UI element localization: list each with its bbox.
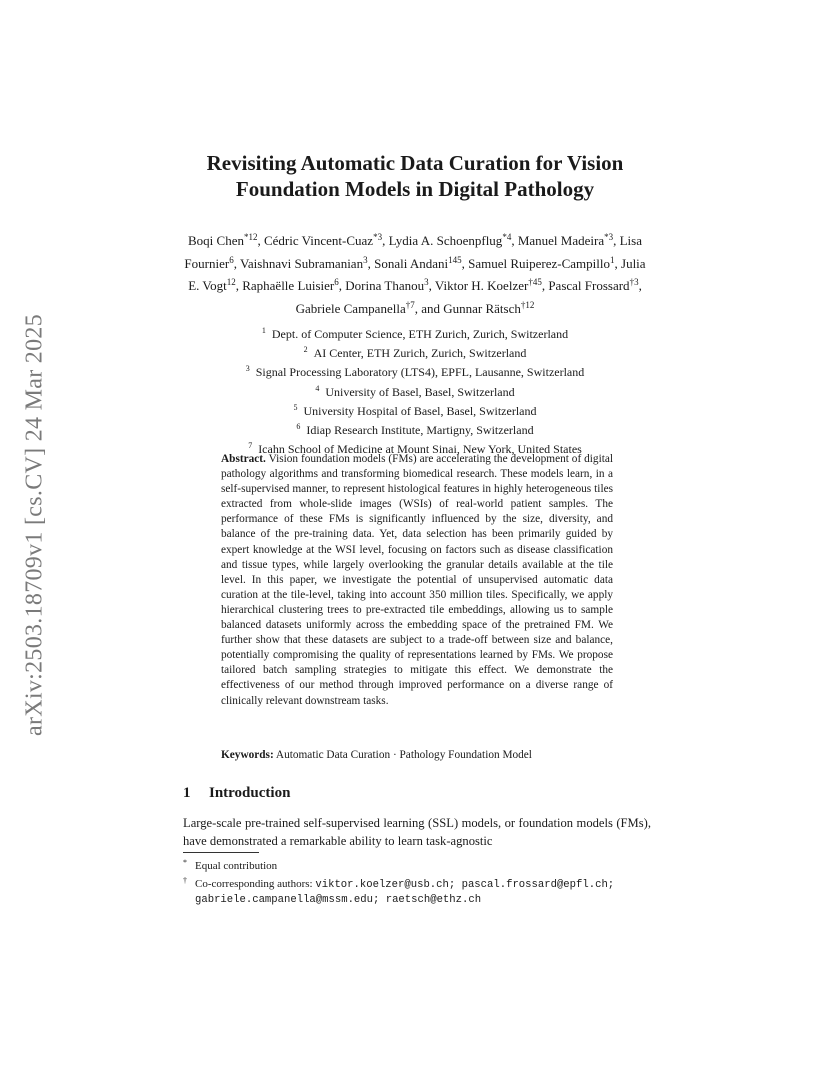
author-affil-sup: 3 xyxy=(424,277,429,287)
title-line-2: Foundation Models in Digital Pathology xyxy=(235,177,595,201)
footnote-mark: † xyxy=(183,875,187,885)
intro-paragraph: Large-scale pre-trained self-supervised learning (SSL) models, or foundation models (FMs), have demonstrated a remarkable ability to learn task-agnostic xyxy=(183,816,651,848)
author-affil-sup: †3 xyxy=(629,277,639,287)
affiliation-item xyxy=(180,342,650,361)
author-affil-sup: †45 xyxy=(528,277,542,287)
author-affil-sup: *3 xyxy=(604,232,614,242)
author-list xyxy=(180,228,650,318)
affiliation-number: 1 xyxy=(261,326,266,335)
affiliation-text: Icahn School of Medicine at Mount Sinai, New York, United States xyxy=(258,442,582,457)
affiliation-number: 4 xyxy=(315,383,320,393)
author-name: , Raphaëlle Luisier xyxy=(235,278,335,293)
keywords-body: Automatic Data Curation · Pathology Foundation Model xyxy=(275,749,532,761)
abstract-body: Vision foundation models (FMs) are accelerating the development of digital pathology algorithms and transforming biomedical research. These models learn, in a self-supervised manner, to represent histological features in highly heterogeneous tiles extracted from whole-slide images (WSIs) of real-world patient samples. The performance of these FMs is significantly influenced by the size, diversity, and balance of the pre-training data. Yet, data selection has been primarily guided by expert knowledge at the WSI level, focusing on factors such as disease classification and tissue types, while largely overlooking the granular details available at the tile level. In this paper, we investigate the potential of unsupervised automatic data curation at the tile-level, taking into account 350 million tiles. Specifically, we apply hierarchical clustering trees to pre-extracted tile embeddings, allowing us to sample balanced datasets uniformly across the embedding space of the pretrained FM. We further show that these datasets are subject to a trade-off between size and balance, potentially compromising the quality of representations learned by FMs. We propose tailored batch sampling strategies to mitigate this effect. We demonstrate the effectiveness of our method through improved performance on a diverse range of clinically relevant downstream tasks. xyxy=(221,453,614,707)
arxiv-id-text: arXiv:2503.18709v1 [cs.CV] 24 Mar 2025 xyxy=(21,313,48,737)
author-name: , Vaishnavi Subramanian xyxy=(233,255,364,271)
affiliation-text: AI Center, ETH Zurich, Zurich, Switzerland xyxy=(313,346,527,361)
footnote-text: Equal contribution xyxy=(195,860,278,872)
author-name: , Samuel Ruiperez-Campillo xyxy=(461,255,611,271)
affiliation-item xyxy=(180,419,650,438)
affiliation-number: 6 xyxy=(296,422,301,432)
affiliation-number: 2 xyxy=(303,345,308,355)
email-list-line-1: viktor.koelzer@usb.ch; pascal.frossard@epfl.ch; xyxy=(315,878,615,891)
author-name: , Julia E. Vogt xyxy=(188,255,646,293)
section-heading xyxy=(183,785,290,802)
footnote-equal-contribution xyxy=(183,856,658,874)
author-affil-sup: 3 xyxy=(363,254,368,265)
author-affil-sup: †12 xyxy=(520,299,535,310)
section-number: 1 xyxy=(183,785,191,801)
author-affil-sup: †7 xyxy=(405,299,415,310)
footnotes xyxy=(183,856,658,907)
abstract xyxy=(221,452,613,709)
author-name: , and Gunnar Rätsch xyxy=(414,300,521,316)
affiliation-number: 7 xyxy=(248,441,253,451)
author-name: Boqi Chen xyxy=(188,233,244,248)
paper-title xyxy=(120,150,710,202)
affiliation-text: University Hospital of Basel, Basel, Switzerland xyxy=(303,403,537,418)
author-affil-sup: *12 xyxy=(243,232,258,242)
affiliation-item xyxy=(180,323,650,342)
affiliation-item xyxy=(180,381,650,400)
section-title: Introduction xyxy=(209,785,291,801)
author-affil-sup: 6 xyxy=(229,254,234,265)
affiliation-text: Idiap Research Institute, Martigny, Switzerland xyxy=(306,423,534,438)
affiliation-number: 5 xyxy=(293,402,298,412)
affiliation-list xyxy=(180,323,650,457)
abstract-heading: Abstract. xyxy=(221,453,266,465)
affiliation-text: University of Basel, Basel, Switzerland xyxy=(325,384,515,399)
author-name: , Sonali Andani xyxy=(367,255,449,271)
keywords xyxy=(221,749,621,761)
author-affil-sup: 6 xyxy=(334,277,339,287)
author-name: , Lisa Fournier xyxy=(184,233,642,271)
footnote-text: Co-corresponding authors: xyxy=(195,877,316,890)
affiliation-text: Signal Processing Laboratory (LTS4), EPFL, Lausanne, Switzerland xyxy=(255,365,585,380)
author-name: , Gabriele Campanella xyxy=(295,278,642,316)
email-list-line-2: gabriele.campanella@mssm.edu; raetsch@ethz.ch xyxy=(195,893,482,906)
author-affil-sup: *4 xyxy=(502,232,512,242)
affiliation-item xyxy=(180,361,650,380)
author-name: , Pascal Frossard xyxy=(541,278,630,293)
arxiv-identifier-stamp xyxy=(21,292,48,758)
footnote-rule xyxy=(183,852,259,853)
author-name: , Viktor H. Koelzer xyxy=(428,278,529,293)
author-affil-sup: 145 xyxy=(448,254,462,265)
author-name: , Manuel Madeira xyxy=(511,233,605,248)
footnote-mark: * xyxy=(183,858,187,867)
author-name: , Lydia A. Schoenpflug xyxy=(382,233,503,248)
title-line-1: Revisiting Automatic Data Curation for Vision xyxy=(206,151,624,175)
keywords-heading: Keywords: xyxy=(221,749,274,761)
affiliation-text: Dept. of Computer Science, ETH Zurich, Zurich, Switzerland xyxy=(271,327,569,341)
author-affil-sup: 1 xyxy=(610,254,615,265)
affiliation-item xyxy=(180,400,650,419)
affiliation-number: 3 xyxy=(245,364,250,374)
author-name: , Dorina Thanou xyxy=(338,278,425,293)
author-name: , Cédric Vincent-Cuaz xyxy=(257,233,374,248)
author-affil-sup: 12 xyxy=(226,277,236,287)
author-affil-sup: *3 xyxy=(373,232,383,242)
footnote-corresponding xyxy=(183,874,658,893)
